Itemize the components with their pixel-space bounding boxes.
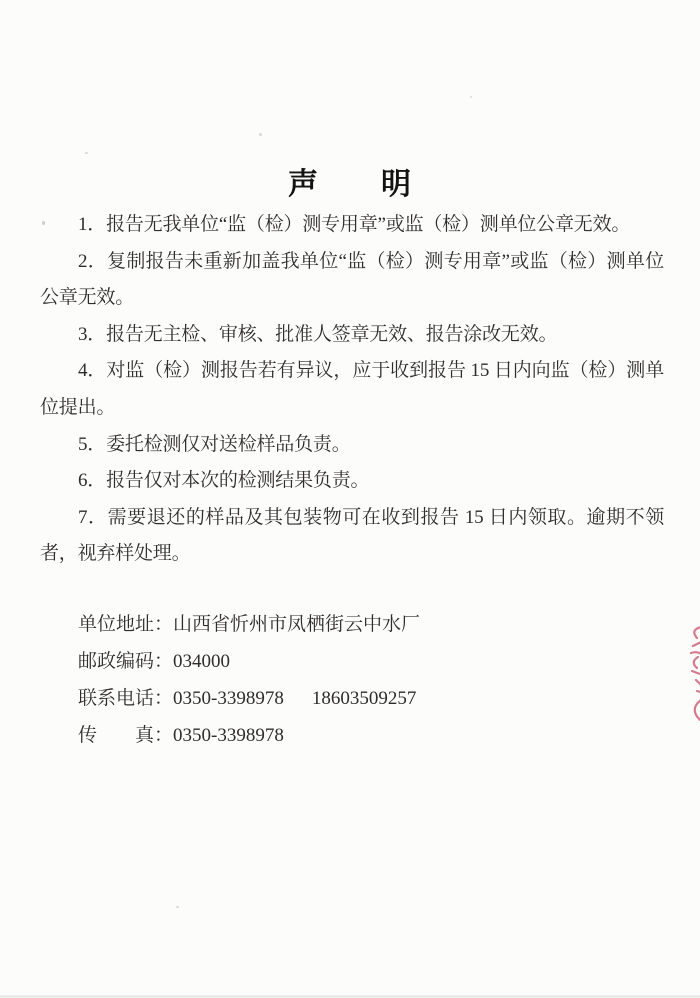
contact-label: 联系电话：: [78, 688, 174, 709]
statement-item-7: 7．需要退还的样品及其包装物可在收到报告 15 日内领取。逾期不领者，视弃样处理。: [40, 506, 664, 565]
statement-item-6: 6．报告仅对本次的检测结果负责。: [78, 470, 370, 492]
scan-speckle: [176, 906, 179, 908]
contact-label: 传 真：: [78, 725, 174, 746]
contact-value: 山西省忻州市凤栖街云中水厂: [173, 614, 421, 635]
statement-item-1: 1．报告无我单位“监（检）测专用章”或监（检）测单位公章无效。: [78, 214, 631, 235]
contact-label: 单位地址：: [78, 614, 174, 635]
statement-item-5: 5．委托检测仅对送检样品负责。: [78, 433, 351, 455]
contact-value-mobile: 18603509257: [311, 688, 417, 709]
contact-line-phone: [78, 680, 420, 717]
contact-value: 034000: [173, 651, 231, 672]
statement-item-3: 3．报告无主检、审核、批准人签章无效、报告涂改无效。: [78, 323, 558, 345]
scan-speckle: [42, 221, 45, 225]
contact-line-address: [78, 606, 420, 643]
contact-block: [78, 606, 420, 754]
scan-speckle: [259, 133, 262, 136]
scan-speckle: [85, 152, 88, 154]
scan-speckle: [470, 96, 472, 98]
page-title: 声 明: [288, 168, 412, 201]
statement-item-2: 2．复制报告未重新加盖我单位“监（检）测专用章”或监（检）测单位公章无效。: [40, 250, 664, 309]
contact-label: 邮政编码：: [78, 651, 174, 672]
statement-item-4: 4．对监（检）测报告若有异议，应于收到报告 15 日内向监（检）测单位提出。: [40, 360, 664, 418]
contact-line-fax: [78, 717, 420, 754]
contact-value: 0350-3398978: [173, 725, 284, 746]
statement-list: [40, 207, 664, 573]
red-stamp-fragment-icon: [676, 624, 700, 728]
contact-line-postcode: [78, 643, 420, 680]
contact-value: 0350-3398978: [173, 688, 284, 709]
